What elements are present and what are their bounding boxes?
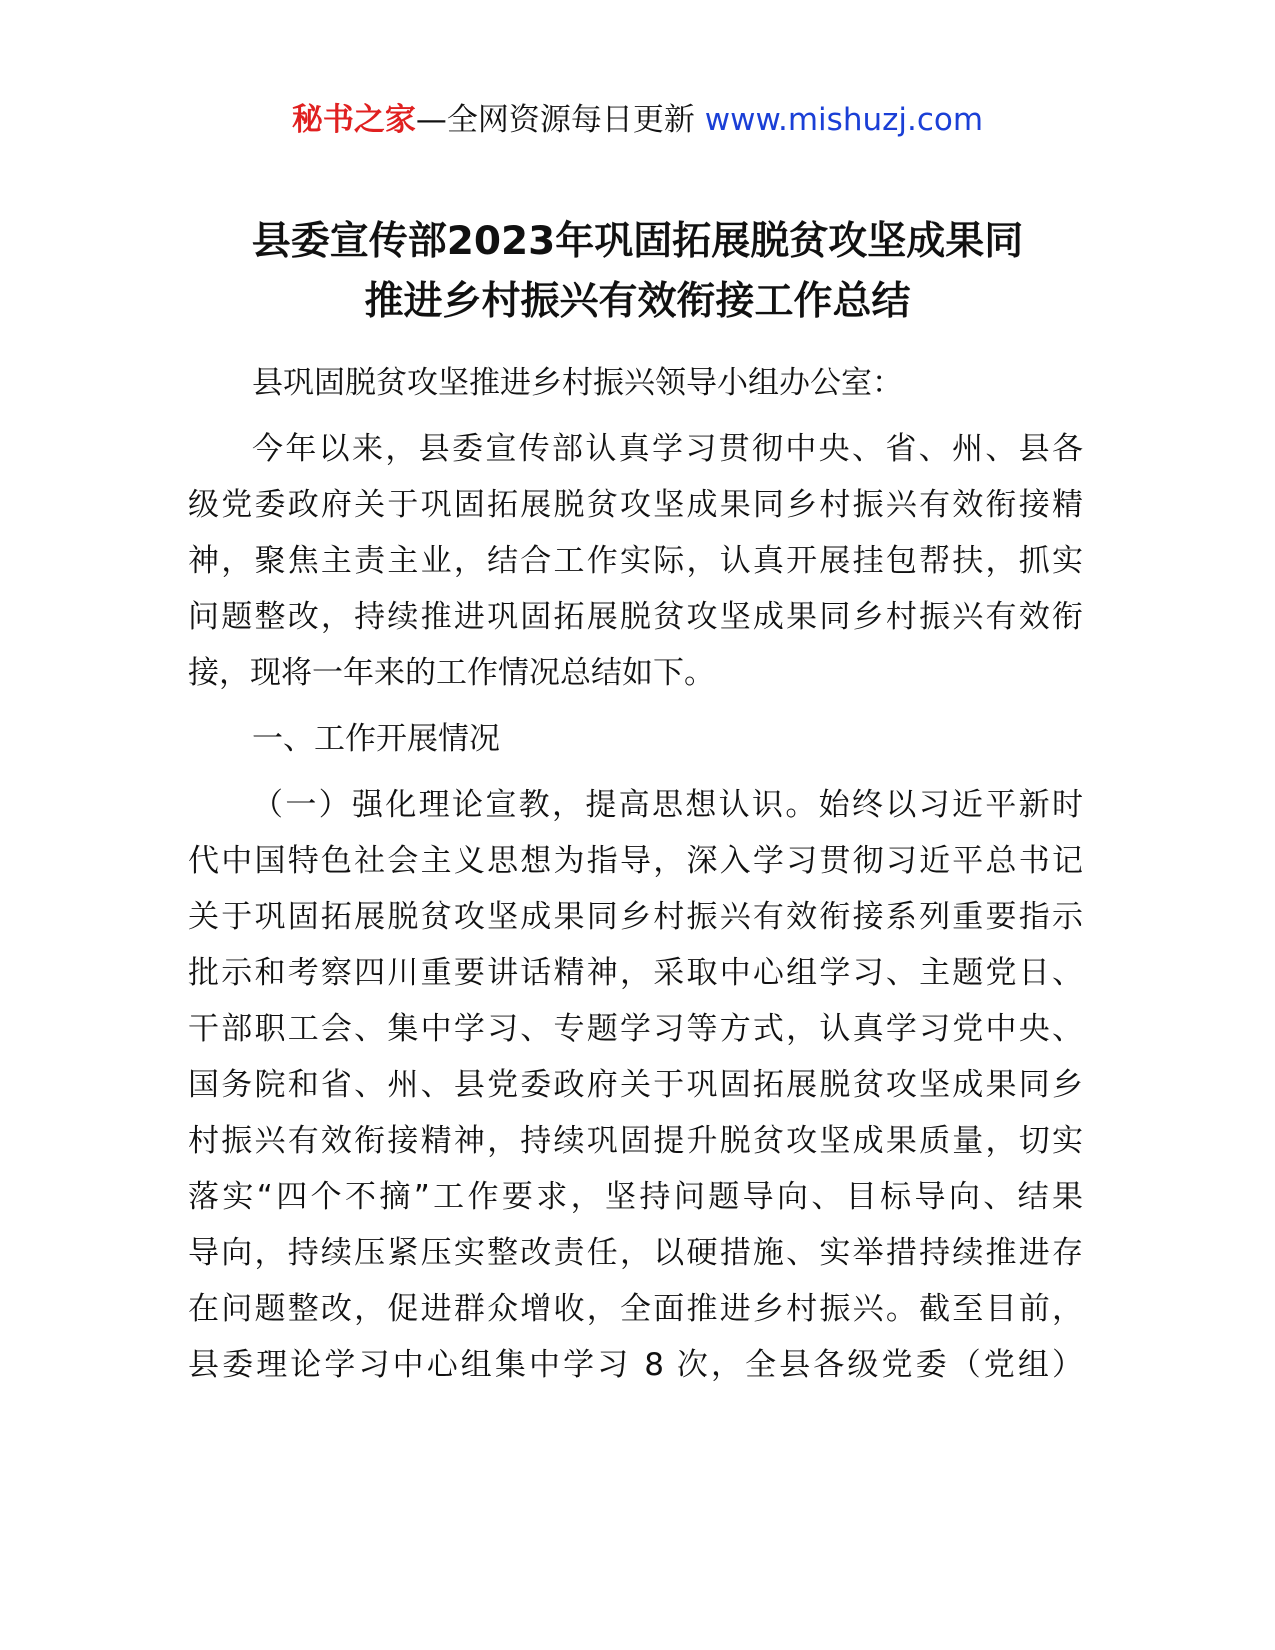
title-line: 县委宣传部2023年巩固拓展脱贫攻坚成果同 <box>251 219 1024 264</box>
paragraph-line: 批示和考察四川重要讲话精神，采取中心组学习、主题党日、 <box>188 955 1083 991</box>
paragraph-line: 级党委政府关于巩固拓展脱贫攻坚成果同乡村振兴有效衔接精 <box>188 487 1083 523</box>
paragraph-line: 干部职工会、集中学习、专题学习等方式，认真学习党中央、 <box>188 1011 1083 1047</box>
addressee: 县巩固脱贫攻坚推进乡村振兴领导小组办公室： <box>252 365 903 401</box>
paragraph-line: 神，聚焦主责主业，结合工作实际，认真开展挂包帮扶，抓实 <box>188 543 1083 579</box>
title-line: 推进乡村振兴有效衔接工作总结 <box>364 279 911 324</box>
site-header <box>0 100 1275 140</box>
site-url-link[interactable]: www.mishuzj.com <box>704 102 984 138</box>
paragraph-line: 落实“四个不摘”工作要求，坚持问题导向、目标导向、结果 <box>188 1179 1083 1215</box>
paragraph-line: 村振兴有效衔接精神，持续巩固提升脱贫攻坚成果质量，切实 <box>188 1123 1083 1159</box>
document-title <box>150 212 1125 332</box>
brand-name: 秘书之家 <box>291 102 416 138</box>
paragraph-line: 代中国特色社会主义思想为指导，深入学习贯彻习近平总书记 <box>188 843 1083 879</box>
document-body <box>188 355 1083 1393</box>
section-heading: 一、工作开展情况 <box>252 721 500 757</box>
paragraph-line: 问题整改，持续推进巩固拓展脱贫攻坚成果同乡村振兴有效衔 <box>188 599 1083 635</box>
paragraph-line: （一）强化理论宣教，提高思想认识。始终以习近平新时 <box>252 787 1083 823</box>
paragraph-line: 在问题整改，促进群众增收，全面推进乡村振兴。截至目前， <box>188 1291 1083 1327</box>
paragraph-line: 国务院和省、州、县党委政府关于巩固拓展脱贫攻坚成果同乡 <box>188 1067 1083 1103</box>
paragraph-line: 接，现将一年来的工作情况总结如下。 <box>188 655 715 691</box>
section1-paragraph <box>188 777 1083 1393</box>
paragraph-line: 导向，持续压紧压实整改责任，以硬措施、实举措持续推进存 <box>188 1235 1083 1271</box>
paragraph-line: 关于巩固拓展脱贫攻坚成果同乡村振兴有效衔接系列重要指示 <box>188 899 1083 935</box>
paragraph-line: 县委理论学习中心组集中学习 8 次，全县各级党委（党组） <box>188 1347 1083 1383</box>
paragraph-line: 今年以来，县委宣传部认真学习贯彻中央、省、州、县各 <box>252 431 1083 467</box>
header-tagline: —全网资源每日更新 <box>415 102 705 138</box>
intro-paragraph <box>188 421 1083 701</box>
